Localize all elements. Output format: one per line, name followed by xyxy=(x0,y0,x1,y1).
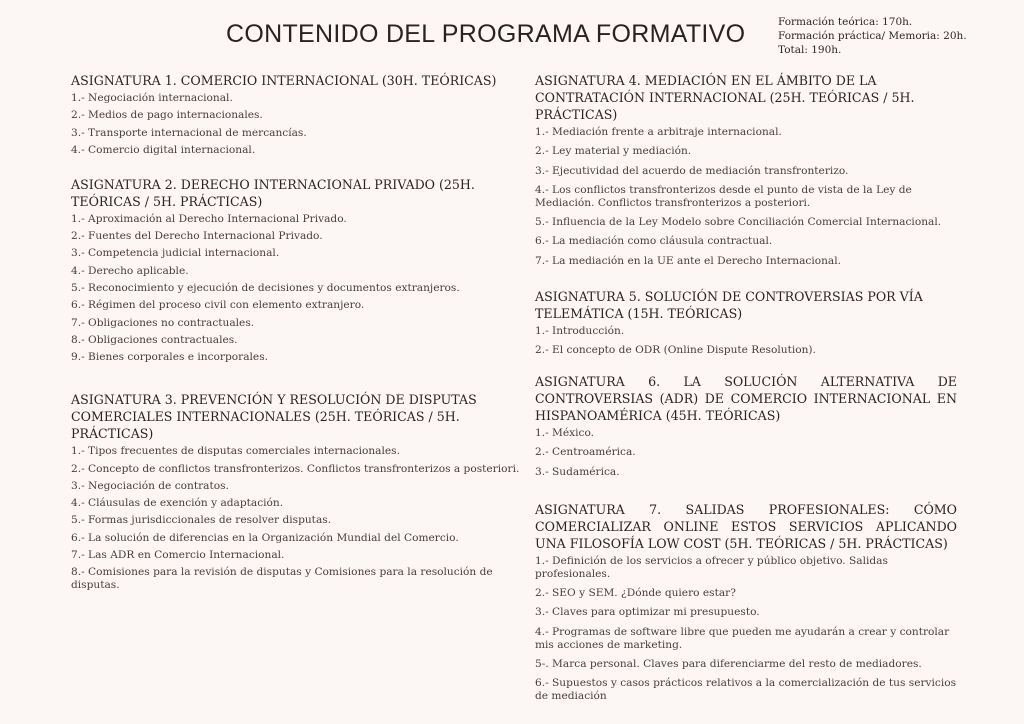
hours-practice: Formación práctica/ Memoria: 20h. xyxy=(778,30,967,42)
subject-item: 4.- Programas de software libre que pueden me ayudarán a crear y controlar mis acciones de marketing. xyxy=(535,625,950,651)
subject-item: 3.- Negociación de contratos. xyxy=(71,479,229,492)
subject-item: 2.- Medios de pago internacionales. xyxy=(71,109,263,122)
subject-item: 6.- Supuestos y casos prácticos relativos a la comercialización de tus servicios de mediación xyxy=(535,677,957,703)
subject-item: 1.- Aproximación al Derecho Internacional Privado. xyxy=(71,212,347,225)
left-column xyxy=(71,72,531,605)
subject-1 xyxy=(71,72,531,157)
subject-item: 5.- Influencia de la Ley Modelo sobre Conciliación Comercial Internacional. xyxy=(535,216,942,229)
subject-item: 1.- México. xyxy=(535,427,595,440)
subject-heading: ASIGNATURA 1. COMERCIO INTERNACIONAL (30H. TEÓRICAS) xyxy=(71,73,497,88)
subject-item: 4.- Los conflictos transfronterizos desde el punto de vista de la Ley de Mediación. Conflictos transfronterizos a posteriori. xyxy=(535,183,912,209)
subject-item: 7.- Las ADR en Comercio Internacional. xyxy=(71,549,285,562)
subject-item: 1.- Tipos frecuentes de disputas comerciales internacionales. xyxy=(71,445,400,458)
subject-heading: ASIGNATURA 6. LA SOLUCIÓN ALTERNATIVA DE CONTROVERSIAS (ADR) DE COMERCIO INTERNACIONAL EN HISPANOAMÉRICA (45H. TEÓRICAS) xyxy=(535,374,957,424)
subject-5 xyxy=(535,288,957,357)
subject-heading: ASIGNATURA 2. DERECHO INTERNACIONAL PRIVADO (25H. TEÓRICAS / 5H. PRÁCTICAS) xyxy=(71,176,475,209)
subject-item: 1.- Definición de los servicios a ofrecer y público objetivo. Salidas profesionales. xyxy=(535,554,888,580)
subject-item: 6.- La solución de diferencias en la Organización Mundial del Comercio. xyxy=(71,531,459,544)
subject-item: 9.- Bienes corporales e incorporales. xyxy=(71,351,268,364)
subject-7 xyxy=(535,501,957,703)
subject-heading: ASIGNATURA 7. SALIDAS PROFESIONALES: CÓMO COMERCIALIZAR ONLINE ESTOS SERVICIOS APLICANDO UNA FILOSOFÍA LOW COST (5H. TEÓRICAS / 5H. PRÁCTICAS) xyxy=(535,501,957,551)
subject-item: 5.- Reconocimiento y ejecución de decisiones y documentos extranjeros. xyxy=(71,282,460,295)
subject-item: 3.- Transporte internacional de mercancías. xyxy=(71,126,307,139)
subject-item: 6.- La mediación como cláusula contractual. xyxy=(535,235,773,248)
subject-item: 2.- Centroamérica. xyxy=(535,446,636,459)
subject-item: 1.- Negociación internacional. xyxy=(71,92,233,104)
subject-item: 2.- Fuentes del Derecho Internacional Privado. xyxy=(71,230,323,243)
subject-item: 3.- Ejecutividad del acuerdo de mediación transfronterizo. xyxy=(535,164,849,177)
subject-item: 3.- Competencia judicial internacional. xyxy=(71,247,280,260)
subject-4 xyxy=(535,72,957,268)
subject-item: 4.- Comercio digital internacional. xyxy=(71,143,256,156)
hours-theory: Formación teórica: 170h. xyxy=(778,16,913,28)
subject-item: 1.- Introducción. xyxy=(535,324,625,337)
right-column xyxy=(535,72,957,716)
subject-item: 2.- SEO y SEM. ¿Dónde quiero estar? xyxy=(535,586,736,599)
subject-item: 2.- Ley material y mediación. xyxy=(535,145,692,158)
hours-total: Total: 190h. xyxy=(778,44,842,56)
subject-item: 2.- El concepto de ODR (Online Dispute Resolution). xyxy=(535,344,816,357)
subject-heading: ASIGNATURA 5. SOLUCIÓN DE CONTROVERSIAS POR VÍA TELEMÁTICA (15H. TEÓRICAS) xyxy=(535,288,923,321)
hours-summary xyxy=(778,15,967,57)
subject-item: 7.- La mediación en la UE ante el Derecho Internacional. xyxy=(535,254,842,267)
subject-item: 8.- Obligaciones contractuales. xyxy=(71,333,238,346)
subject-item: 6.- Régimen del proceso civil con elemento extranjero. xyxy=(71,299,365,312)
subject-heading: ASIGNATURA 3. PREVENCIÓN Y RESOLUCIÓN DE DISPUTAS COMERCIALES INTERNACIONALES (25H. TEÓRICAS / 5H. PRÁCTICAS) xyxy=(71,392,477,442)
subject-item: 1.- Mediación frente a arbitraje internacional. xyxy=(535,126,782,138)
subject-2 xyxy=(71,176,531,364)
subject-item: 5.- Formas jurisdiccionales de resolver disputas. xyxy=(71,514,332,527)
subject-item: 2.- Concepto de conflictos transfronterizos. Conflictos transfronterizos a posteriori. xyxy=(71,462,520,475)
subject-item: 8.- Comisiones para la revisión de disputas y Comisiones para la resolución de disputas. xyxy=(71,566,493,592)
subject-item: 3.- Claves para optimizar mi presupuesto. xyxy=(535,606,760,619)
subject-3 xyxy=(71,391,531,592)
subject-item: 4.- Derecho aplicable. xyxy=(71,264,189,277)
subject-item: 5-. Marca personal. Claves para diferenciarme del resto de mediadores. xyxy=(535,657,922,670)
page-title: CONTENIDO DEL PROGRAMA FORMATIVO xyxy=(226,20,746,48)
subject-item: 4.- Cláusulas de exención y adaptación. xyxy=(71,497,284,510)
subject-6 xyxy=(535,373,957,479)
subject-item: 3.- Sudamérica. xyxy=(535,465,620,478)
subject-item: 7.- Obligaciones no contractuales. xyxy=(71,316,255,329)
subject-heading: ASIGNATURA 4. MEDIACIÓN EN EL ÁMBITO DE LA CONTRATACIÓN INTERNACIONAL (25H. TEÓRICAS / 5H. PRÁCTICAS) xyxy=(535,73,915,122)
